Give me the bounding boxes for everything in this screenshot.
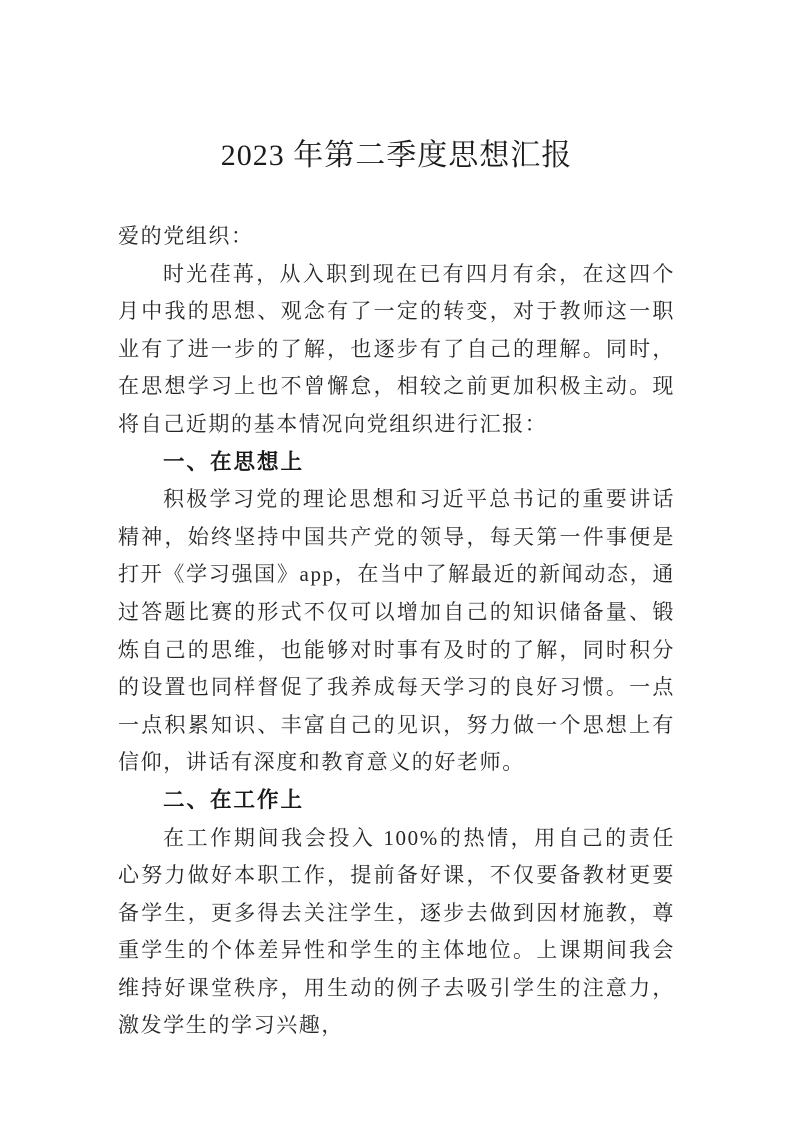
salutation-line: 爱的党组织： xyxy=(118,224,254,248)
document-title: 2023 年第二季度思想汇报 xyxy=(220,139,573,172)
document-content xyxy=(118,136,675,1045)
section-heading-thoughts: 一、在思想上 xyxy=(163,449,305,474)
intro-paragraph: 时光荏苒，从入职到现在已有四月有余，在这四个月中我的思想、观念有了一定的转变，对于教师这一职业有了进一步的了解，也逐步有了自己的理解。同时，在思想学习上也不曾懈怠，相较之前更加积极主动。现将自己近期的基本情况向党组织进行汇报： xyxy=(118,261,675,436)
section-body-thoughts: 积极学习党的理论思想和习近平总书记的重要讲话精神，始终坚持中国共产党的领导，每天第一件事便是打开《学习强国》app，在当中了解最近的新闻动态，通过答题比赛的形式不仅可以增加自己的知识储备量、锻炼自己的思维，也能够对时事有及时的了解，同时积分的设置也同样督促了我养成每天学习的良好习惯。一点一点积累知识、丰富自己的见识，努力做一个思想上有信仰，讲话有深度和教育意义的好老师。 xyxy=(118,487,675,775)
section-body-work: 在工作期间我会投入 100%的热情，用自己的责任心努力做好本职工作，提前备好课，不仅要备教材更要备学生，更多得去关注学生，逐步去做到因材施教，尊重学生的个体差异性和学生的主体地位。上课期间我会维持好课堂秩序，用生动的例子去吸引学生的注意力，激发学生的学习兴趣， xyxy=(118,825,675,1038)
section-heading-work: 二、在工作上 xyxy=(163,787,305,812)
